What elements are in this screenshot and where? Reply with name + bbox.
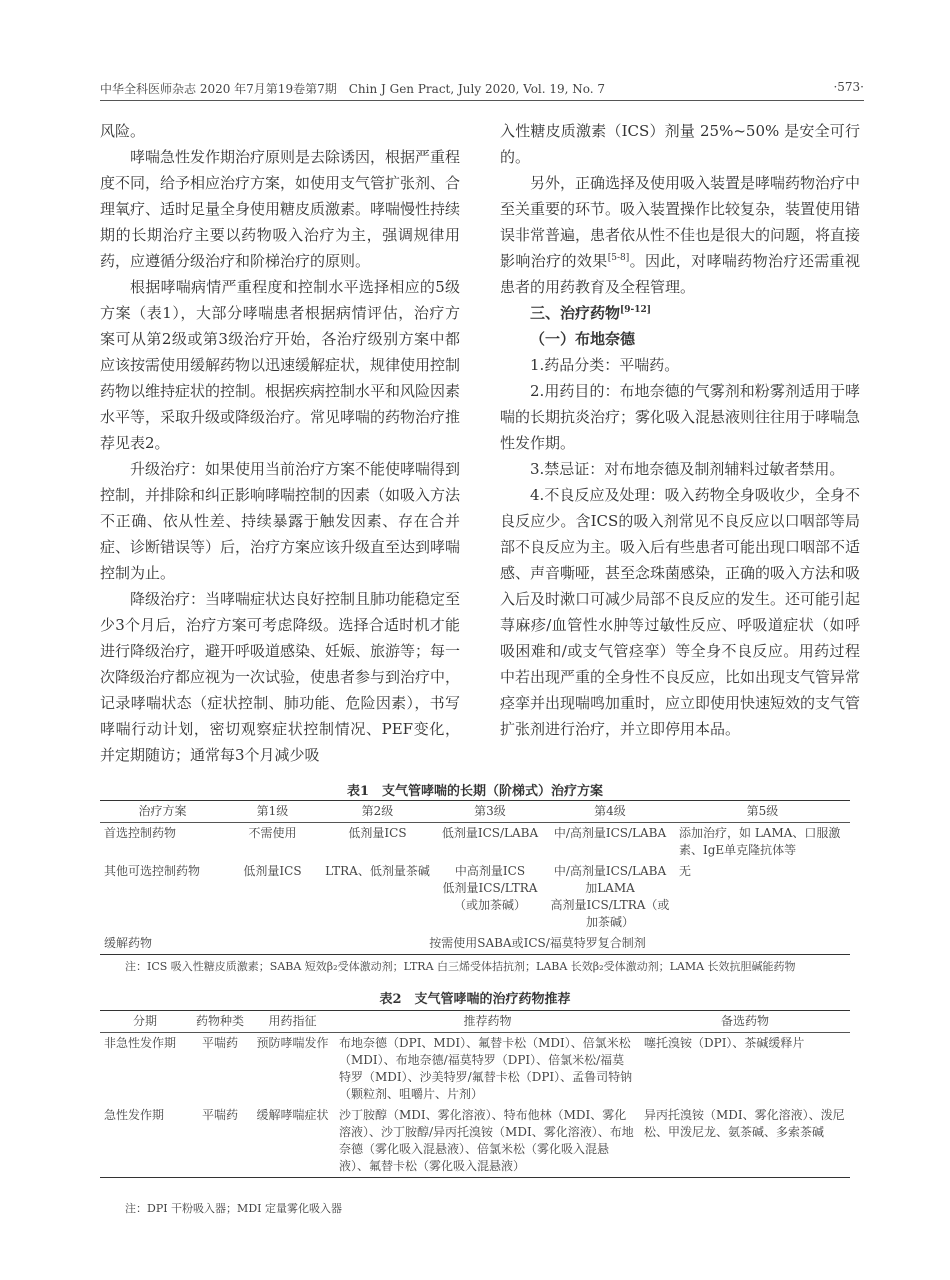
journal-citation: 中华全科医师杂志 2020 年7月第19卷第7期 Chin J Gen Pract, July 2020, Vol. 19, No. 7 xyxy=(100,82,606,96)
table-cell: 异丙托溴铵（MDI、雾化溶液）、泼尼松、甲泼尼龙、氨茶碱、多索茶碱 xyxy=(640,1105,850,1178)
paragraph: 升级治疗：如果使用当前治疗方案不能使哮喘得到控制，并排除和纠正影响哮喘控制的因素（如吸入方法不正确、依从性差、持续暴露于触发因素、存在合并症、诊断错误等）后，治疗方案应该升级直至达到哮喘控制为止。 xyxy=(100,460,461,582)
list-item: 1.药品分类：平喘药。 xyxy=(530,356,680,374)
column-header: 治疗方案 xyxy=(100,801,225,823)
table-cell: 中高剂量ICS 低剂量ICS/LTRA （或加茶碱） xyxy=(442,864,538,912)
table-cell: 添加治疗，如 LAMA、口服激素、IgE单克隆抗体等 xyxy=(679,826,841,857)
table-cell: 其他可选控制药物 xyxy=(104,864,201,878)
column-header: 第1级 xyxy=(225,801,320,823)
paragraph: 入性糖皮质激素（ICS）剂量 25%~50% 是安全可行的。 xyxy=(500,122,860,166)
column-header: 第4级 xyxy=(545,801,675,823)
table1-caption: 表1 支气管哮喘的长期（阶梯式）治疗方案 xyxy=(346,784,604,799)
table1 xyxy=(100,800,850,955)
table-cell: 首选控制药物 xyxy=(104,826,177,840)
paragraph: 降级治疗：当哮喘症状达良好控制且肺功能稳定至少3个月后，治疗方案可考虑降级。选择合适时机才能进行降级治疗，避开呼吸道感染、妊娠、旅游等；每一次降级治疗都应视为一次试验，使患者参与到治疗中，记录哮喘状态（症状控制、肺功能、危险因素），书写哮喘行动计划，密切观察症状控制情况、PEF变化，并定期随访；通常每3个月减少吸 xyxy=(100,590,461,764)
table-cell: 缓解药物 xyxy=(100,933,225,955)
table-cell: 缓解哮喘症状 xyxy=(250,1105,335,1178)
citation: [5-8] xyxy=(607,253,630,263)
right-column xyxy=(500,118,860,742)
table2-note: 注：DPI 干粉吸入器；MDI 定量雾化吸入器 xyxy=(125,1202,342,1215)
page-number: ·573· xyxy=(833,80,864,94)
table-row xyxy=(100,861,850,933)
table-cell: LTRA、低剂量茶碱 xyxy=(325,864,430,878)
list-item: 4.不良反应及处理：吸入药物全身吸收少，全身不良反应少。含ICS的吸入剂常见不良反应以口咽部等局部不良反应为主。吸入后有些患者可能出现口咽部不适感、声音嘶哑，甚至念珠菌感染，正确的吸入方法和吸入后及时漱口可减少局部不良反应的发生。还可能引起荨麻疹/血管性水肿等过敏性反应、呼吸道症状（如呼吸困难和/或支气管痉挛）等全身不良反应。用药过程中若出现严重的全身性不良反应，比如出现支气管异常痉挛并出现喘鸣加重时，应立即使用快速短效的支气管扩张剂进行治疗，并立即停用本品。 xyxy=(500,486,861,738)
table-cell: 低剂量ICS xyxy=(243,864,302,878)
table-cell: 沙丁胺醇（MDI、雾化溶液）、特布他林（MDI、雾化溶液）、沙丁胺醇/异丙托溴铵（MDI、雾化溶液）、布地奈德（雾化吸入混悬液）、倍氯米松（雾化吸入混悬液）、氟替卡松（雾化吸入混悬液） xyxy=(335,1105,640,1178)
table-cell: 低剂量ICS xyxy=(348,826,407,840)
paragraph: 另外，正确选择及使用吸入装置是哮喘药物治疗中至关重要的环节。吸入装置操作比较复杂，装置使用错误非常普遍，患者依从性不佳也是很大的问题，将直接影响治疗的效果[5-8]。因此，对哮喘药物治疗还需重视患者的用药教育及全程管理。 xyxy=(500,174,861,296)
table-cell: 预防哮喘发作 xyxy=(256,1036,329,1050)
left-column xyxy=(100,118,460,768)
table1-note: 注：ICS 吸入性糖皮质激素；SABA 短效β₂受体激动剂；LTRA 白三烯受体拮抗剂；LABA 长效β₂受体激动剂；LAMA 长效抗胆碱能药物 xyxy=(125,960,796,973)
running-header xyxy=(100,80,864,101)
column-header: 推荐药物 xyxy=(335,1011,640,1033)
table-row xyxy=(100,1105,850,1178)
table-cell: 平喘药 xyxy=(190,1105,250,1178)
list-item: 2.用药目的：布地奈德的气雾剂和粉雾剂适用于哮喘的长期抗炎治疗；雾化吸入混悬液则往往用于哮喘急性发作期。 xyxy=(500,382,861,452)
table-row xyxy=(100,1033,850,1106)
table2 xyxy=(100,1010,850,1178)
column-header: 药物种类 xyxy=(190,1011,250,1033)
paragraph: 根据哮喘病情严重程度和控制水平选择相应的5级方案（表1），大部分哮喘患者根据病情评估，治疗方案可从第2级或第3级治疗开始，各治疗级别方案中都应该按需使用缓解药物以迅速缓解症状，规律使用控制药物以维持症状的控制。根据疾病控制水平和风险因素水平等，采取升级或降级治疗。常见哮喘的药物治疗推荐见表2。 xyxy=(100,278,461,452)
table-cell: 按需使用SABA或ICS/福莫特罗复合制剂 xyxy=(225,933,850,955)
table-cell: 布地奈德（DPI、MDI）、氟替卡松（MDI）、倍氯米松（MDI）、布地奈德/福莫特罗（DPI）、倍氯米松/福莫特罗（MDI）、沙美特罗/氟替卡松（DPI）、孟鲁司特钠（颗粒剂、咀嚼片、片剂） xyxy=(339,1036,633,1101)
table-row xyxy=(100,823,850,862)
table-cell: 低剂量ICS/LABA xyxy=(441,826,539,840)
column-header: 第3级 xyxy=(435,801,545,823)
paragraph: 风险。 xyxy=(100,122,146,140)
table-cell: 平喘药 xyxy=(201,1036,238,1050)
table-row xyxy=(100,933,850,955)
table-cell: 不需使用 xyxy=(248,826,297,840)
column-header: 分期 xyxy=(100,1011,190,1033)
table-cell: 噻托溴铵（DPI）、茶碱缓释片 xyxy=(644,1036,805,1050)
table-cell: 中/高剂量ICS/LABA加LAMA 高剂量ICS/LTRA（或加茶碱） xyxy=(550,864,670,929)
column-header: 第2级 xyxy=(320,801,435,823)
table-cell: 非急性发作期 xyxy=(104,1036,177,1050)
column-header: 第5级 xyxy=(675,801,850,823)
section-heading: 三、治疗药物[9-12] xyxy=(530,304,652,322)
table-header-row xyxy=(100,801,850,823)
column-header: 备选药物 xyxy=(640,1011,850,1033)
table2-caption: 表2 支气管哮喘的治疗药物推荐 xyxy=(379,992,571,1007)
column-header: 用药指征 xyxy=(250,1011,335,1033)
paragraph: 哮喘急性发作期治疗原则是去除诱因，根据严重程度不同，给予相应治疗方案，如使用支气管扩张剂、合理氧疗、适时足量全身使用糖皮质激素。哮喘慢性持续期的长期治疗主要以药物吸入治疗为主，强调规律用药，应遵循分级治疗和阶梯治疗的原则。 xyxy=(100,148,461,270)
table-cell: 无 xyxy=(679,864,692,878)
citation: [9-12] xyxy=(620,305,652,315)
table-cell: 中/高剂量ICS/LABA xyxy=(553,826,667,840)
table-header-row xyxy=(100,1011,850,1033)
subsection-heading: （一）布地奈德 xyxy=(530,330,636,348)
list-item: 3.禁忌证：对布地奈德及制剂辅料过敏者禁用。 xyxy=(530,460,845,478)
table-cell: 急性发作期 xyxy=(100,1105,190,1178)
